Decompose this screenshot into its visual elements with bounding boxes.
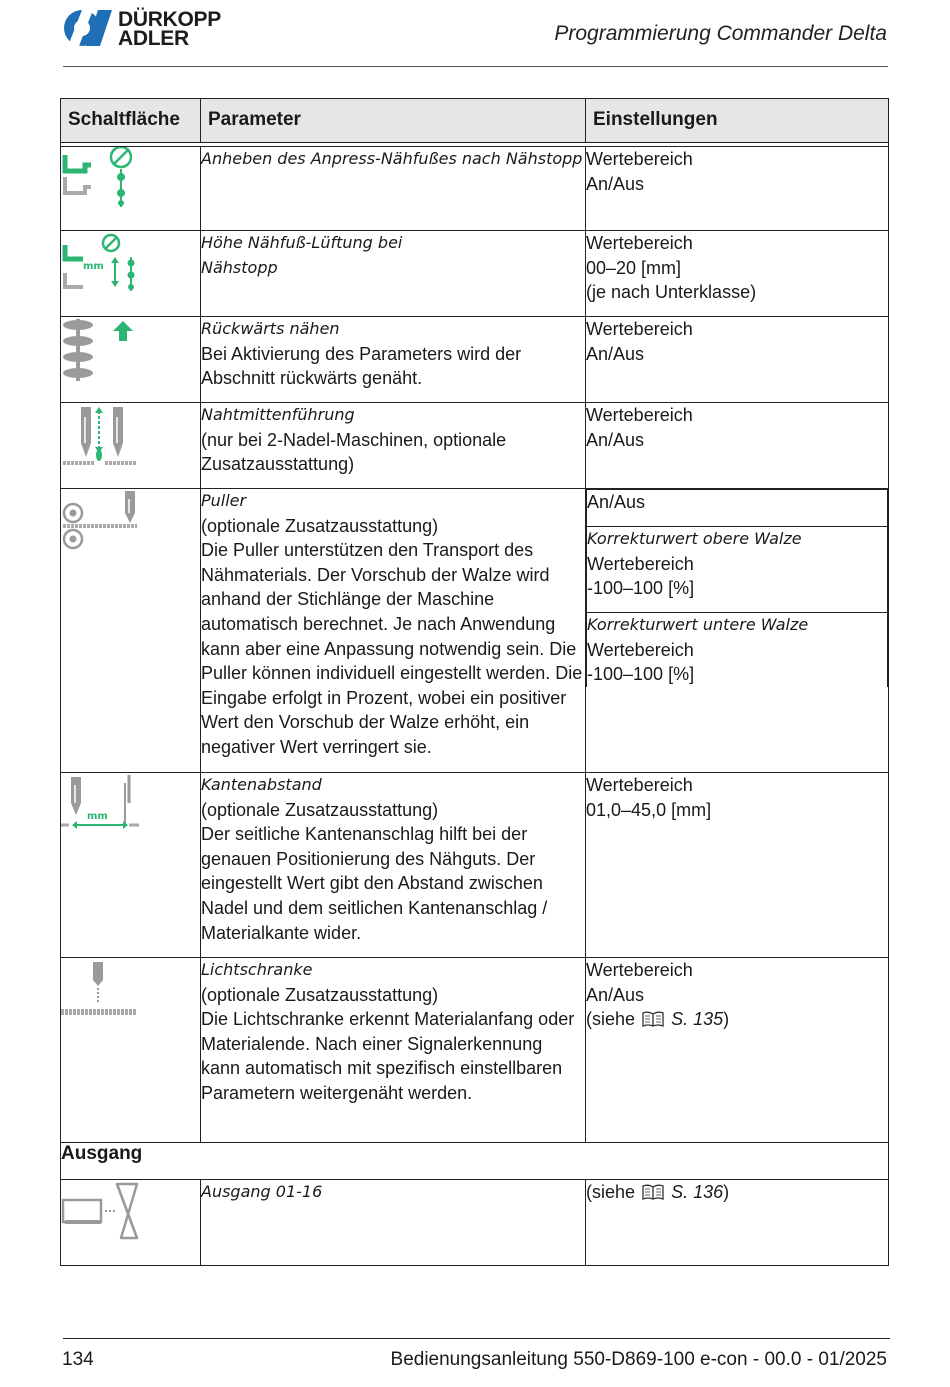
settings-cell bbox=[586, 958, 889, 1143]
brand-name-line1: DÜRKOPP bbox=[118, 8, 221, 31]
parameter-table bbox=[60, 98, 889, 1266]
reference-open: (siehe bbox=[586, 1182, 636, 1202]
reference-open: (siehe bbox=[586, 1009, 636, 1030]
table-header-row bbox=[61, 99, 889, 143]
parameter-cell bbox=[201, 147, 586, 231]
puller-icon bbox=[61, 489, 141, 551]
parameter-description: (optionale Zusatzausstattung) bbox=[201, 515, 439, 536]
book-icon bbox=[642, 1184, 664, 1200]
brand-name-line2: ADLER bbox=[118, 27, 189, 50]
column-header: Schaltfläche bbox=[61, 99, 201, 143]
parameter-cell bbox=[201, 958, 586, 1143]
column-header: Parameter bbox=[201, 99, 586, 143]
parameter-description: (nur bei 2-Nadel-Maschinen, optionale Zusatzausstattung) bbox=[201, 429, 507, 475]
table-row bbox=[61, 147, 889, 231]
reverse-sewing-icon bbox=[61, 317, 141, 383]
settings-cell bbox=[586, 231, 889, 317]
icon-cell bbox=[61, 489, 201, 773]
parameter-cell bbox=[201, 1180, 586, 1266]
parameter-title: Höhe Nähfuß-Lüftung bei bbox=[201, 233, 403, 252]
settings-line: Wertebereich bbox=[586, 960, 693, 980]
parameter-cell bbox=[201, 403, 586, 489]
parameter-description: (optionale Zusatzausstattung) bbox=[201, 984, 439, 1005]
settings-cell bbox=[586, 773, 889, 958]
settings-subgroup bbox=[587, 527, 888, 613]
output-icon bbox=[61, 1180, 141, 1242]
icon-cell bbox=[61, 958, 201, 1143]
table-row bbox=[61, 489, 889, 773]
parameter-title: Rückwärts nähen bbox=[201, 319, 340, 338]
presser-foot-lift-after-stop-icon bbox=[61, 147, 141, 209]
settings-line: Wertebereich bbox=[586, 319, 693, 339]
parameter-title: Ausgang 01-16 bbox=[201, 1182, 323, 1201]
puller-settings-table bbox=[586, 489, 888, 687]
settings-line: 01,0–45,0 [mm] bbox=[586, 799, 712, 820]
reference-close: ) bbox=[723, 1009, 730, 1030]
parameter-cell bbox=[201, 317, 586, 403]
page-number: 134 bbox=[62, 1349, 94, 1370]
icon-cell bbox=[61, 317, 201, 403]
icon-cell bbox=[61, 231, 201, 317]
settings-line: An/Aus bbox=[586, 343, 645, 364]
settings-line: -100–100 [%] bbox=[587, 664, 695, 685]
settings-subtitle: Korrekturwert obere Walze bbox=[587, 529, 802, 548]
settings-cell bbox=[586, 317, 889, 403]
settings-line: An/Aus bbox=[586, 429, 645, 450]
table-row bbox=[61, 1180, 889, 1266]
settings-line: An/Aus bbox=[587, 490, 888, 527]
presser-foot-lift-height-icon bbox=[61, 231, 141, 293]
reference-page: S. 136 bbox=[671, 1182, 724, 1202]
page-reference[interactable] bbox=[586, 1180, 888, 1205]
settings-cell bbox=[586, 1180, 889, 1266]
settings-line: Wertebereich bbox=[586, 775, 693, 795]
table-row bbox=[61, 958, 889, 1143]
manual-reference: Bedienungsanleitung 550-D869-100 e-con - 00.0 - 01/2025 bbox=[390, 1349, 887, 1370]
settings-line: An/Aus bbox=[586, 984, 645, 1005]
column-header: Einstellungen bbox=[586, 99, 889, 143]
footer-divider bbox=[63, 1338, 890, 1339]
settings-line: Wertebereich bbox=[587, 639, 694, 660]
section-label: Ausgang bbox=[61, 1143, 889, 1180]
settings-line: An/Aus bbox=[586, 173, 645, 194]
settings-line: (je nach Unterklasse) bbox=[586, 282, 757, 303]
seam-center-guide-icon bbox=[61, 403, 141, 467]
icon-cell bbox=[61, 403, 201, 489]
brand-logo-icon bbox=[62, 8, 114, 48]
table-row bbox=[61, 773, 889, 958]
document-title: Programmierung Commander Delta bbox=[554, 22, 887, 45]
parameter-description: (optionale Zusatzausstattung) bbox=[201, 799, 439, 820]
settings-subgroup bbox=[587, 613, 888, 687]
parameter-cell bbox=[201, 231, 586, 317]
reference-close: ) bbox=[723, 1182, 730, 1202]
svg-text:mm: mm bbox=[87, 811, 108, 822]
parameter-title: Puller bbox=[201, 491, 247, 510]
settings-subtitle: Korrekturwert untere Walze bbox=[587, 615, 809, 634]
settings-cell bbox=[586, 147, 889, 231]
settings-cell bbox=[586, 403, 889, 489]
settings-cell bbox=[586, 489, 889, 773]
light-barrier-icon bbox=[61, 958, 141, 1020]
parameter-cell bbox=[201, 489, 586, 773]
icon-cell bbox=[61, 1180, 201, 1266]
parameter-description: Bei Aktivierung des Parameters wird der Abschnitt rückwärts genäht. bbox=[201, 343, 522, 389]
parameter-title: Lichtschranke bbox=[201, 960, 313, 979]
parameter-description: Die Puller unterstützen den Transport des Nähmaterials. Der Vorschub der Walze wird anhand der Stichlänge der Maschine automatisch berechnet. Je nach Anwendung kann aber eine Anpassung notwendig sein. Die Puller können individuell eingestellt werden. Die Eingabe erfolgt in Prozent, wobei ein positiver Wert den Vorschub der Walze erhöht, ein negativer Wert verringert sie. bbox=[201, 540, 583, 757]
parameter-title: Nähstopp bbox=[201, 257, 278, 277]
table-row bbox=[61, 317, 889, 403]
settings-line: -100–100 [%] bbox=[587, 578, 695, 599]
book-icon bbox=[642, 1011, 664, 1027]
icon-cell bbox=[61, 147, 201, 231]
svg-text:mm: mm bbox=[83, 261, 104, 272]
header-divider bbox=[63, 66, 888, 67]
page-reference[interactable] bbox=[586, 1007, 888, 1032]
table-row bbox=[61, 231, 889, 317]
edge-distance-icon bbox=[61, 773, 141, 835]
icon-cell bbox=[61, 773, 201, 958]
parameter-description: Der seitliche Kantenanschlag hilft bei der genauen Positionierung des Nähguts. Der eingestellt Wert gibt den Abstand zwischen Nadel und dem seitlichen Kantenanschlag / Materialkante wider. bbox=[201, 824, 548, 943]
parameter-cell bbox=[201, 773, 586, 958]
reference-page: S. 135 bbox=[671, 1009, 724, 1030]
parameter-title: Kantenabstand bbox=[201, 775, 322, 794]
settings-line: Wertebereich bbox=[587, 553, 694, 574]
table-row bbox=[61, 403, 889, 489]
settings-line: Wertebereich bbox=[586, 233, 693, 253]
settings-line: 00–20 [mm] bbox=[586, 257, 682, 278]
settings-line: Wertebereich bbox=[586, 405, 693, 425]
parameter-description: Die Lichtschranke erkennt Materialanfang oder Materialende. Nach einer Signalerkennung kann automatisch mit spezifisch einstellbaren Parametern weitergenäht werden. bbox=[201, 1009, 575, 1103]
section-row bbox=[61, 1143, 889, 1180]
settings-line: Wertebereich bbox=[586, 149, 693, 169]
parameter-title: Anheben des Anpress-Nähfußes nach Nähstopp bbox=[201, 149, 583, 168]
parameter-title: Nahtmittenführung bbox=[201, 405, 355, 424]
brand-logo bbox=[62, 8, 232, 52]
